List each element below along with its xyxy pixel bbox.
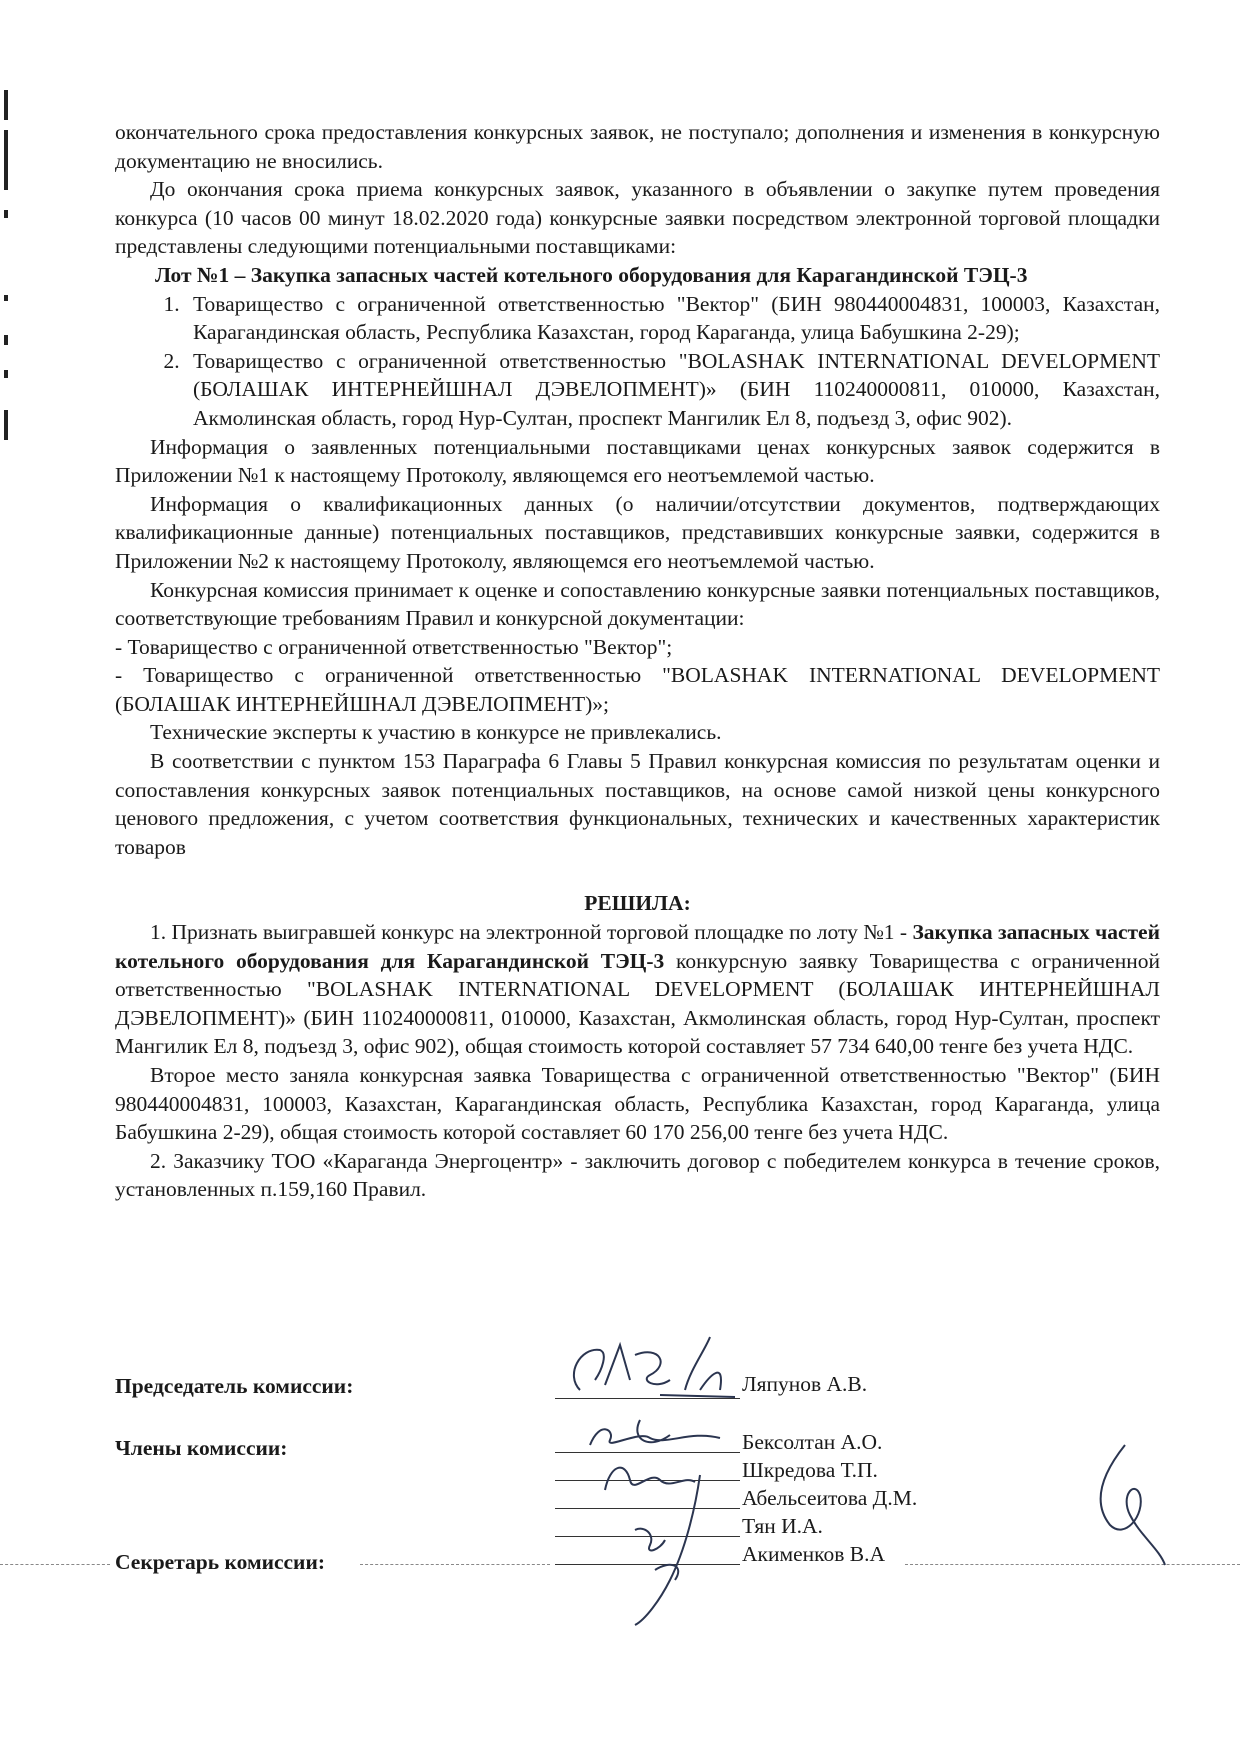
- paragraph-qualification-info: Информация о квалификационных данных (о наличии/отсутствии документов, подтверждающих квалификационные данные) потенциальных поставщиков, представивших конкурсные заявки, содержится в Приложении №2 к настоящему Протоколу, являющемся его неотъемлемой частью.: [115, 491, 1160, 573]
- side-signature: [1085, 1440, 1175, 1570]
- paragraph-intro: окончательного срока предоставления конкурсных заявок, не поступало; дополнения и изменения в конкурсную документацию не вносились.: [115, 120, 1160, 173]
- chairman-name: Ляпунов А.В.: [742, 1372, 868, 1396]
- scan-margin-marks: [4, 90, 10, 490]
- scan-dashed-line: [905, 1564, 1240, 1565]
- decision-second-place: Второе место заняла конкурсная заявка Товарищества с ограниченной ответственностью "Вектор" (БИН 980440004831, 100003, Казахстан, Карагандинская область, Республика Казахстан, город Караганда, улица Бабушкина 2-29), общая стоимость которой составляет 60 170 256,00 тенге без учета НДС.: [115, 1063, 1160, 1145]
- scan-dashed-line: [0, 1564, 110, 1565]
- secretary-label: Секретарь комиссии:: [115, 1550, 325, 1574]
- decision-item-1-lot: Закупка запасных частей котельного оборудования для Карагандинской ТЭЦ-3: [115, 920, 1160, 973]
- decision-item-1: [115, 918, 1160, 1061]
- member-signature: [615, 1470, 725, 1630]
- bidder-list: [115, 290, 1160, 433]
- bidder-item: 1. Товарищество с ограниченной ответственностью "Вектор" (БИН 980440004831, 100003, Казахстан, Карагандинская область, Республика Казахстан, город Караганда, улица Бабушкина 2-29);: [185, 290, 1160, 347]
- document-body: [115, 118, 1160, 1204]
- admitted-bidder: - Товарищество с ограниченной ответственностью "Вектор";: [115, 634, 673, 659]
- bidder-item: 2. Товарищество с ограниченной ответственностью "BOLASHAK INTERNATIONAL DEVELOPMENT (БОЛАШАК ИНТЕРНЕЙШНАЛ ДЭВЕЛОПМЕНТ)» (БИН 110240000811, 010000, Казахстан, Акмолинская область, город Нур-Султан, проспект Мангилик Ел 8, подъезд 3, офис 902).: [185, 347, 1160, 433]
- members-label: Члены комиссии:: [115, 1436, 288, 1460]
- member-name: Бексолтан А.О.: [742, 1430, 883, 1454]
- decision-item-1-prefix: 1. Признать выигравшей конкурс на электронной торговой площадке по лоту №1 -: [150, 920, 913, 945]
- paragraph-admitted-bids: Конкурсная комиссия принимает к оценке и сопоставлению конкурсные заявки потенциальных поставщиков, соответствующие требованиям Правил и конкурсной документации:: [115, 577, 1160, 631]
- secretary-name: Акименков В.А: [742, 1542, 886, 1566]
- member-name: Тян И.А.: [742, 1514, 823, 1538]
- scan-dashed-line: [360, 1564, 550, 1565]
- paragraph-evaluation: В соответствии с пунктом 153 Параграфа 6 Главы 5 Правил конкурсная комиссия по результатам оценки и сопоставления конкурсных заявок потенциальных поставщиков, на основе самой низкой цены конкурсного ценового предложения, с учетом соответствия функциональных, технических и качественных характеристик товаров: [115, 749, 1160, 859]
- decision-item-1-rest: конкурсную заявку Товарищества с ограниченной ответственностью "BOLASHAK INTERNATIONAL DEVELOPMENT (БОЛАШАК ИНТЕРНЕЙШНАЛ ДЭВЕЛОПМЕНТ)» (БИН 110240000811, 010000, Казахстан, Акмолинская область, город Нур-Султан, проспект Мангилик Ел 8, подъезд 3, офис 902), общая стоимость которой составляет 57 734 640,00 тенге без учета НДС.: [115, 948, 1160, 1059]
- member-name: Шкредова Т.П.: [742, 1458, 878, 1482]
- lot-title: Лот №1 – Закупка запасных частей котельного оборудования для Карагандинской ТЭЦ-3: [155, 262, 1028, 287]
- admitted-bidder: - Товарищество с ограниченной ответственностью "BOLASHAK INTERNATIONAL DEVELOPMENT (БОЛАШАК ИНТЕРНЕЙШНАЛ ДЭВЕЛОПМЕНТ)»;: [115, 663, 1160, 716]
- decision-item-2: 2. Заказчику ТОО «Караганда Энергоцентр» - заключить договор с победителем конкурса в течение сроков, установленных п.159,160 Правил.: [115, 1148, 1160, 1202]
- member-name: Абельсеитова Д.М.: [742, 1486, 918, 1510]
- paragraph-bids-received: До окончания срока приема конкурсных заявок, указанного в объявлении о закупке путем проведения конкурса (10 часов 00 минут 18.02.2020 года) конкурсные заявки посредством электронной торговой площадки представлены следующими потенциальными поставщиками:: [115, 177, 1160, 259]
- chairman-signature: [560, 1335, 760, 1405]
- decision-heading: РЕШИЛА:: [584, 891, 691, 916]
- paragraph-prices-info: Информация о заявленных потенциальными поставщиками ценах конкурсных заявок содержится в Приложении №1 к настоящему Протоколу, являющемся его неотъемлемой частью.: [115, 434, 1160, 488]
- chairman-label: Председатель комиссии:: [115, 1374, 354, 1398]
- paragraph-experts: Технические эксперты к участию в конкурсе не привлекались.: [150, 720, 722, 745]
